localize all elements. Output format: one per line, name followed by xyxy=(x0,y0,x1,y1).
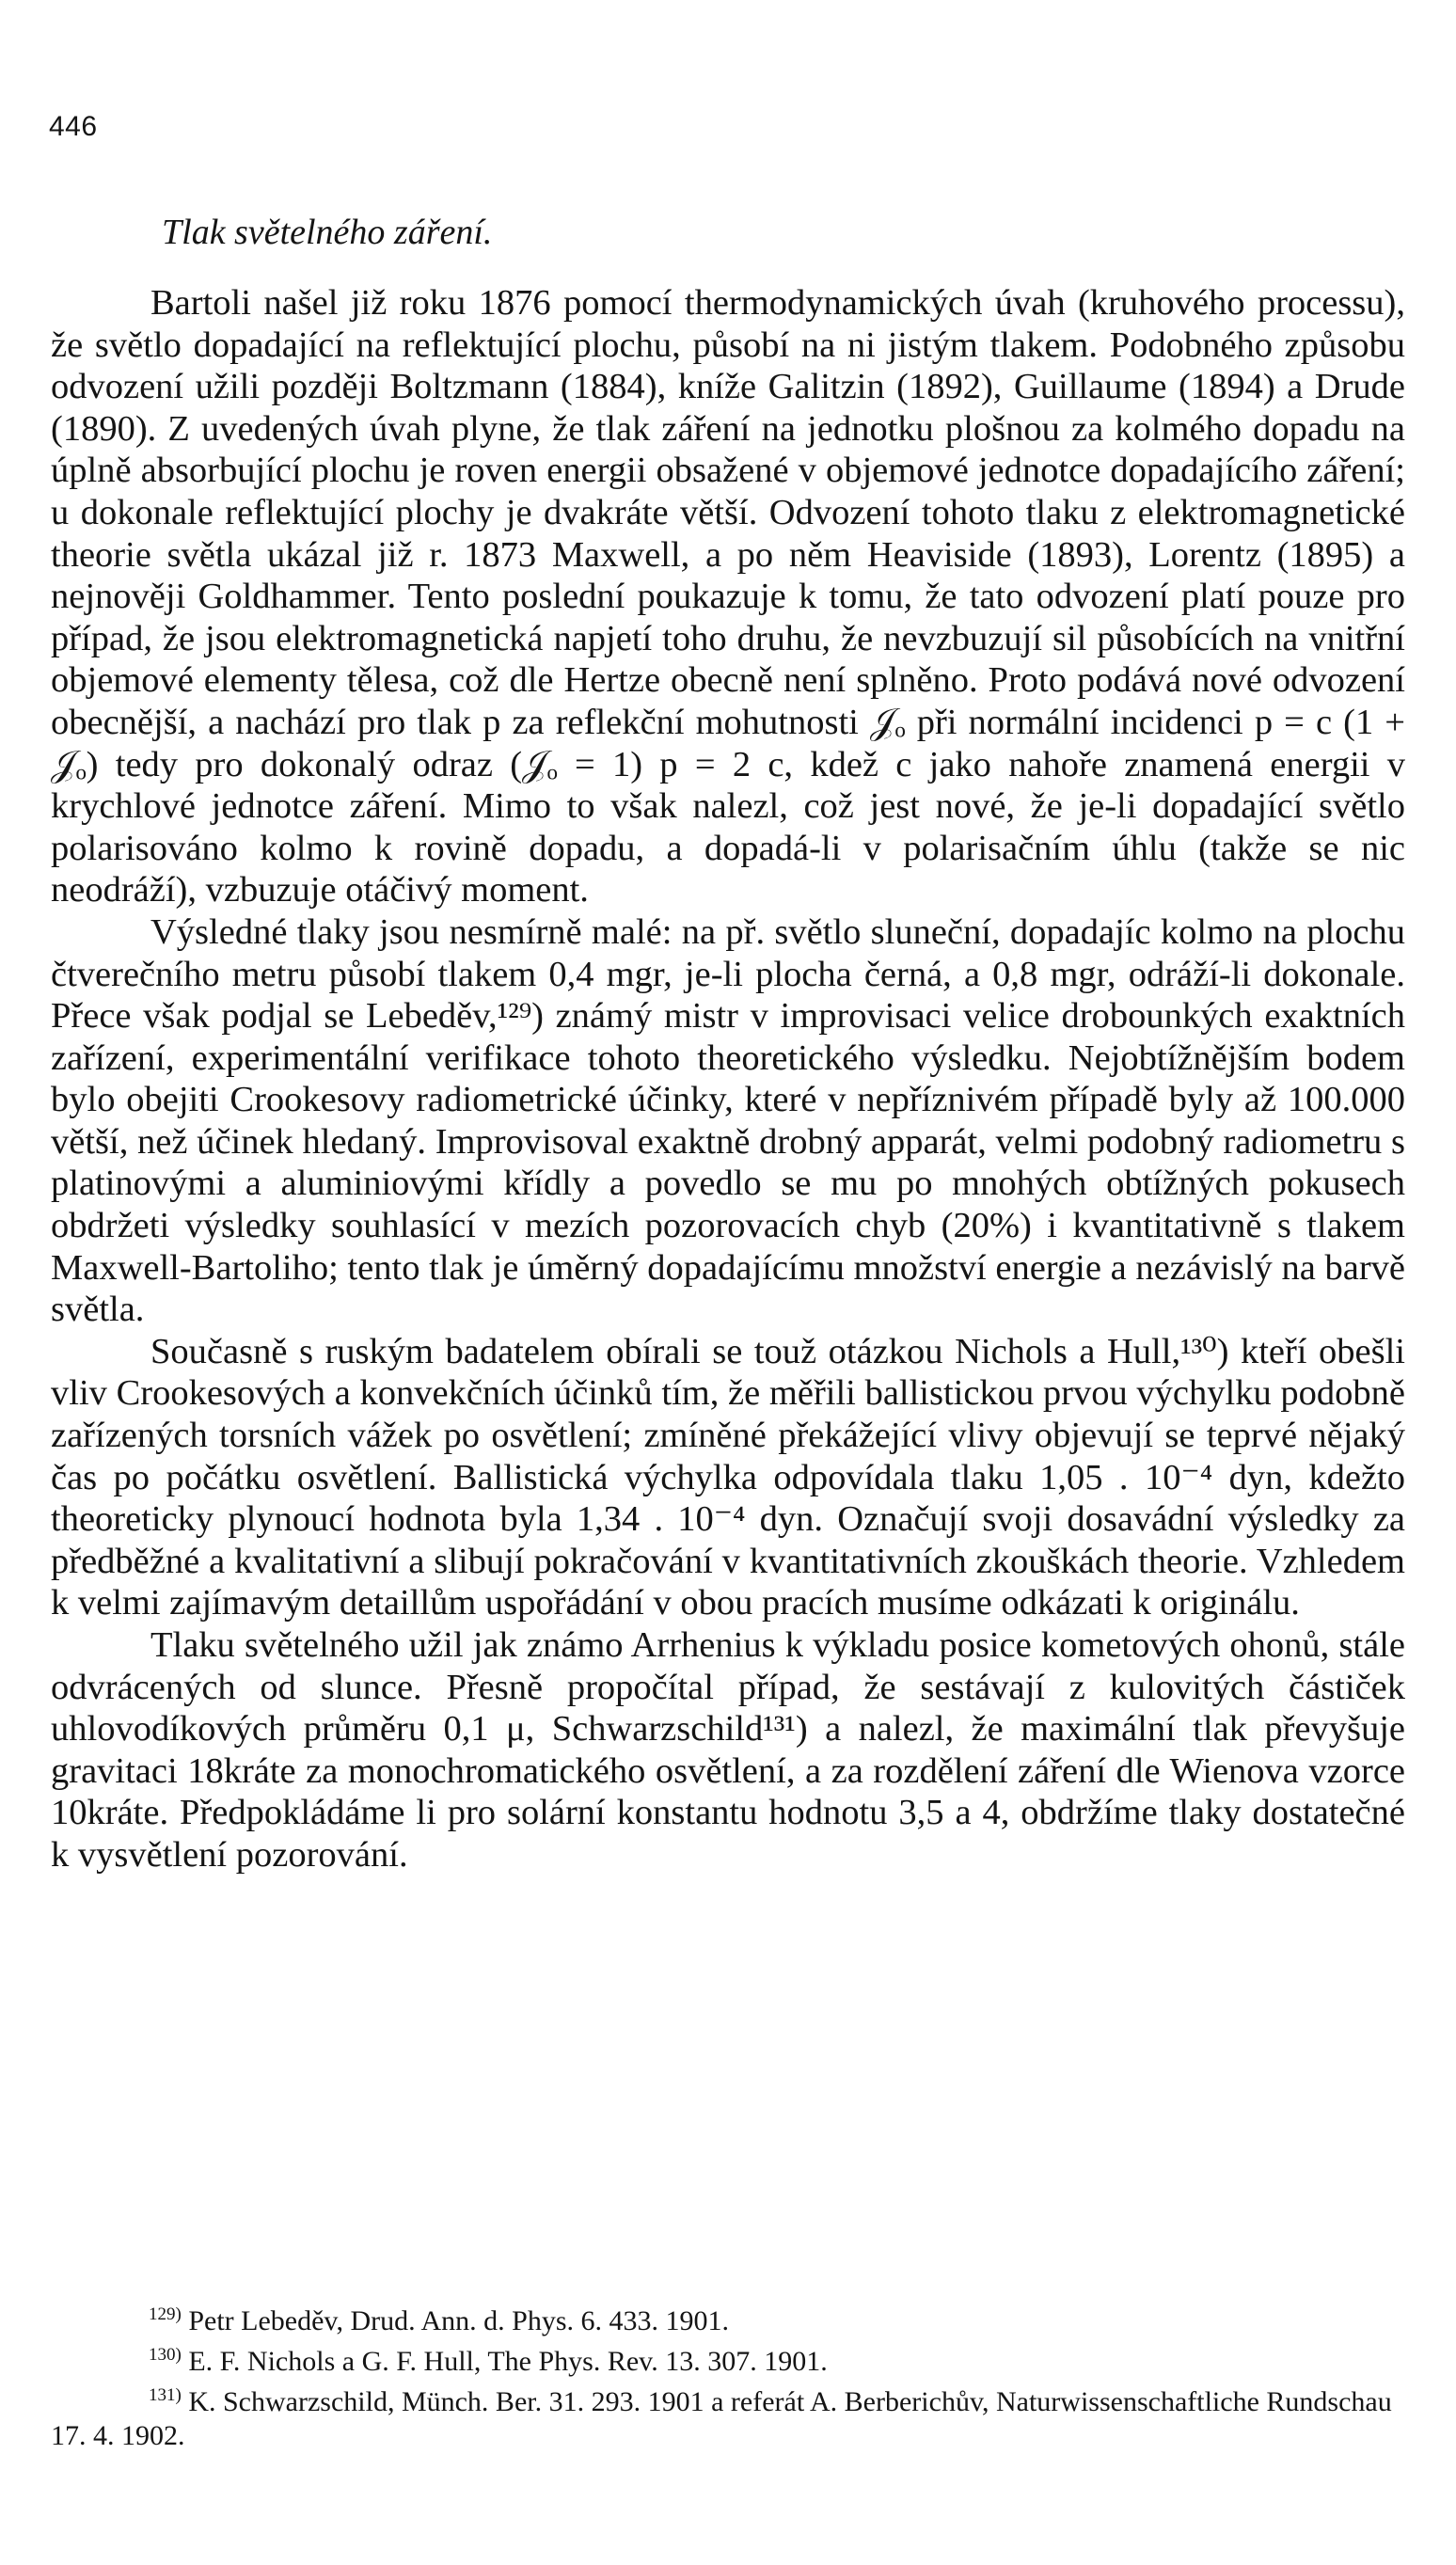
footnote-text: K. Schwarzschild, Münch. Ber. 31. 293. 1901 a referát A. Berberichův, Naturwissenschaftliche Rundschau 17. 4. 1902. xyxy=(51,2386,1392,2451)
footnotes xyxy=(51,2298,1405,2453)
paragraph: Současně s ruským badatelem obírali se touž otázkou Nichols a Hull,¹³⁰) kteří obešli vliv Crookesových a konvekčních účinků tím, že měřili ballistickou prvou výchylku podobně zařízených torsních vážek po osvětlení; zmíněné překážející vlivy objevují se teprvé nějaký čas po počátku osvětlení. Ballistická výchylka odpovídala tlaku 1,05 . 10⁻⁴ dyn, kdežto theoreticky plynoucí hodnota byla 1,34 . 10⁻⁴ dyn. Označují svoji dosavádní výsledky za předběžné a kvalitativní a slibují pokračování v kvantitativních zkouškách theorie. Vzhledem k velmi zajímavým detaillům uspořádání v obou pracích musíme odkázati k originálu. xyxy=(51,1331,1405,1623)
paragraph: Výsledné tlaky jsou nesmírně malé: na př. světlo sluneční, dopadajíc kolmo na plochu čtverečního metru působí tlakem 0,4 mgr, je-li plocha černá, a 0,8 mgr, odráží-li dokonale. Přece však podjal se Lebeděv,¹²⁹) známý mistr v improvisaci velice drobounkých exaktních zařízení, experimentální verifikace tohoto theoretického výsledku. Nejobtížnějším bodem bylo obejiti Crookesovy radiometrické účinky, které v nepříznivém případě byly až 100.000 větší, než účinek hledaný. Improvisoval exaktně drobný apparát, velmi podobný radiometru s platinovými a aluminiovými křídly a povedlo se mu po mnohých obtížných pokusech obdržeti výsledky souhlasící v mezích pozorovacích chyb (20%) i kvantitativně s tlakem Maxwell-Bartoliho; tento tlak je úměrný dopadajícímu množství energie a nezávislý na barvě světla. xyxy=(51,911,1405,1330)
footnote xyxy=(51,2379,1405,2453)
paragraph: Bartoli našel již roku 1876 pomocí thermodynamických úvah (kruhového processu), že světlo dopadající na reflektující plochu, působí na ni jistým tlakem. Podobného způsobu odvození užili později Boltzmann (1884), kníže Galitzin (1892), Guillaume (1894) a Drude (1890). Z uvedených úvah plyne, že tlak záření na jednotku plošnou za kolmého dopadu na úplně absorbující plochu je roven energii obsažené v objemové jednotce dopadajícího záření; u dokonale reflektující plochy je dvakráte větší. Odvození tohoto tlaku z elektromagnetické theorie světla ukázal již r. 1873 Maxwell, a po něm Heaviside (1893), Lorentz (1895) a nejnověji Goldhammer. Tento poslední poukazuje k tomu, že tato odvození platí pouze pro případ, že jsou elektromagnetická napjetí toho druhu, že nevzbuzují sil působících na vnitřní objemové elementy tělesa, což dle Hertze obecně není splněno. Proto podává nové odvození obecnější, a nachází pro tlak p za reflekční mohutnosti 𝒥ₒ při normální incidenci p = c (1 + 𝒥ₒ) tedy pro dokonalý odraz (𝒥ₒ = 1) p = 2 c, kdež c jako nahoře znamená energii v krychlové jednotce záření. Mimo to však nalezl, což jest nové, že je-li dopadající světlo polarisováno kolmo k rovině dopadu, a dopadá-li v polarisačním úhlu (takže se nic neodráží), vzbuzuje otáčivý moment. xyxy=(51,283,1405,910)
paragraph: Tlaku světelného užil jak známo Arrhenius k výkladu posice kometových ohonů, stále odvrácených od slunce. Přesně propočítal případ, že sestávají z kulovitých částiček uhlovodíkových průměru 0,1 μ, Schwarzschild¹³¹) a nalezl, že maximální tlak převyšuje gravitaci 18kráte za monochromatického osvětlení, a za rozdělení záření dle Wienova vzorce 10kráte. Předpokládáme li pro solární konstantu hodnotu 3,5 a 4, obdržíme tlaky dostatečné k vysvětlení pozorování. xyxy=(51,1625,1405,1875)
footnote xyxy=(51,2338,1405,2379)
body-text xyxy=(51,282,1405,1876)
footnote-mark: 130) xyxy=(149,2345,182,2365)
section-title: Tlak světelného záření. xyxy=(162,213,493,252)
footnote-text: E. F. Nichols a G. F. Hull, The Phys. Rev. 13. 307. 1901. xyxy=(188,2346,828,2377)
footnote-text: Petr Lebeděv, Drud. Ann. d. Phys. 6. 433. 1901. xyxy=(188,2305,730,2336)
footnote-mark: 131) xyxy=(149,2385,182,2405)
footnote xyxy=(51,2298,1405,2338)
page-number: 446 xyxy=(49,111,98,142)
footnote-mark: 129) xyxy=(149,2304,182,2324)
